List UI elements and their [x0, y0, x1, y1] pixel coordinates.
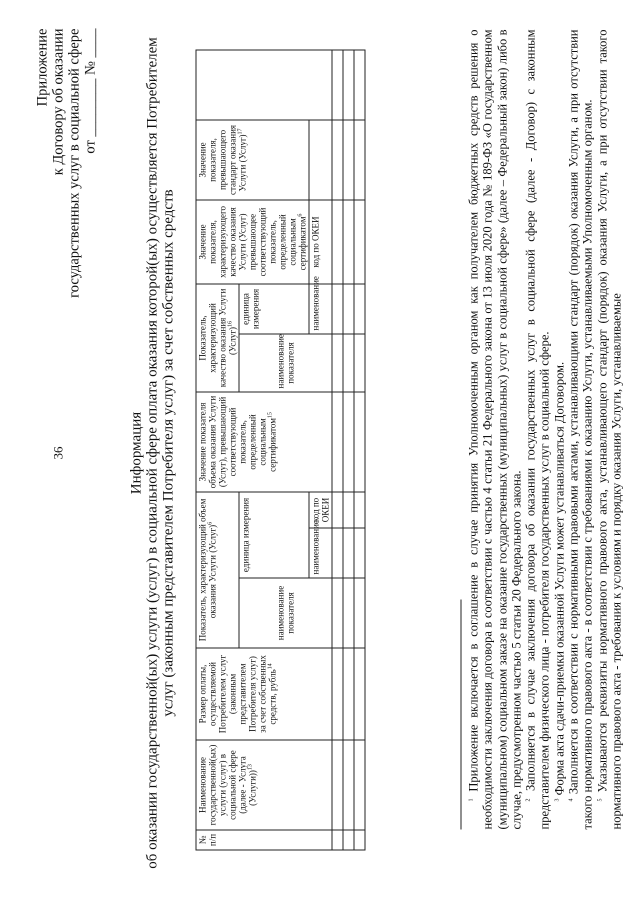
header-cell: наименование показателя	[239, 333, 332, 391]
table-row	[343, 49, 354, 849]
document-title	[128, 0, 176, 905]
header-cell: наименование показателя	[239, 578, 332, 648]
footnote-separator	[460, 599, 461, 829]
header-cell: единица измерения	[239, 491, 309, 577]
header-cell: Показатель, характеризующий качество оказания Услуги (Услуг)$^{16}$	[196, 283, 239, 391]
header-cell	[196, 49, 332, 119]
footnote: $^3$ Форма акта сдачи-приемки оказанной Услуги может устанавливаться Договором.	[551, 361, 566, 801]
footnote: $^4$ Заполняется в соответствии с нормативными правовыми актами, устанавливающими стандарт (порядок) оказания Услуги, а при отсутствии такого нормативного правового акта - в соответствии с требованиями к оказанию Услуги, устанавливаемыми Уполномоченным органом.	[566, 29, 595, 829]
footnote: $^2$ Заполняется в случае заключения договора об оказании государственных услуг в социальной сфере (далее - Договор) с законным представителем физического лица - потребителя государственных услуг в социальной сфере.	[523, 29, 552, 829]
header-cell: Показатель, характеризующий объем оказания Услуги (Услуг)$^6$	[196, 491, 239, 647]
header-cell	[309, 119, 332, 199]
table-row	[354, 49, 365, 849]
header-cell: Значение показателя, характеризующего качество оказания Услуги (Услуг) превышающее соответствующий показатель, определенный социальным сертификатом$^6$	[196, 199, 309, 283]
header-cell: код по ОКЕИ	[309, 491, 332, 527]
header-cell: Значение показателя, превышающего стандарт оказания Услуги (Услуг)$^{17}$	[196, 119, 309, 199]
information-table	[195, 49, 365, 850]
table-header-row	[196, 49, 239, 849]
header-cell: Наименование государственной(ых) услуги (услуг) в социальной сфере (далее - Услуга (Услуги))$^{13}$	[196, 740, 332, 830]
appendix-line: от ________ № ____	[82, 28, 98, 154]
header-cell: Значение показателя объема оказания Услуги (Услуг), превышающий соответствующий показатель, определенный социальным сертификатом$^{15}$	[196, 391, 332, 491]
footnote: $^1$ Приложение включается в соглашение в случае принятия Уполномоченным органом как получателем бюджетных средств решения о необходимости заключения договора в соответствии с частью 4 статьи 21 Федерального закона от 13 июля 2020 года № 189-ФЗ «О государственном (муниципальном) социальном заказе на оказание государственных (муниципальных) услуг в социальной сфере» (далее – Федеральный закон) либо в случае, предусмотренном частью 5 статьи 20 Федерального закона.	[466, 29, 523, 829]
title-line: услуг (законным представителем Потребителя услуг) за счет собственных средств	[160, 188, 176, 717]
footnote: $^5$ Указываются реквизиты нормативного правового акта, устанавливающего стандарт (порядок) оказания Услуги, а при отсутствии такого нормативного правового акта - требования к условиям и порядку оказания Услуги, устанавливаемые	[594, 28, 623, 829]
appendix-line: к Договору об оказании	[50, 28, 66, 175]
footnotes	[466, 29, 623, 829]
appendix-line: Приложение	[34, 28, 50, 106]
header-cell: наименование	[309, 283, 332, 333]
header-cell: Размер оплаты, осуществляемой Потребителем услуг (законным представителем Потребителя услуг) за счет собственных средств, рубль$^{14}$	[196, 648, 332, 740]
title-line: об оказании государственной(ых) услуги (услуг) в социальной сфере оплата оказания которой(ых) осуществляется Потребителем	[144, 36, 160, 869]
header-cell: код по ОКЕИ	[309, 199, 332, 283]
page-number: 36	[50, 446, 65, 459]
table-row	[332, 49, 343, 849]
appendix-line: государственных услуг в социальной сфере	[66, 28, 82, 298]
header-cell: № п/п	[196, 830, 332, 850]
appendix-header	[34, 28, 98, 388]
title-line: Информация	[128, 411, 144, 494]
header-cell: единица измерения	[239, 283, 309, 333]
header-cell: наименование	[309, 528, 332, 578]
